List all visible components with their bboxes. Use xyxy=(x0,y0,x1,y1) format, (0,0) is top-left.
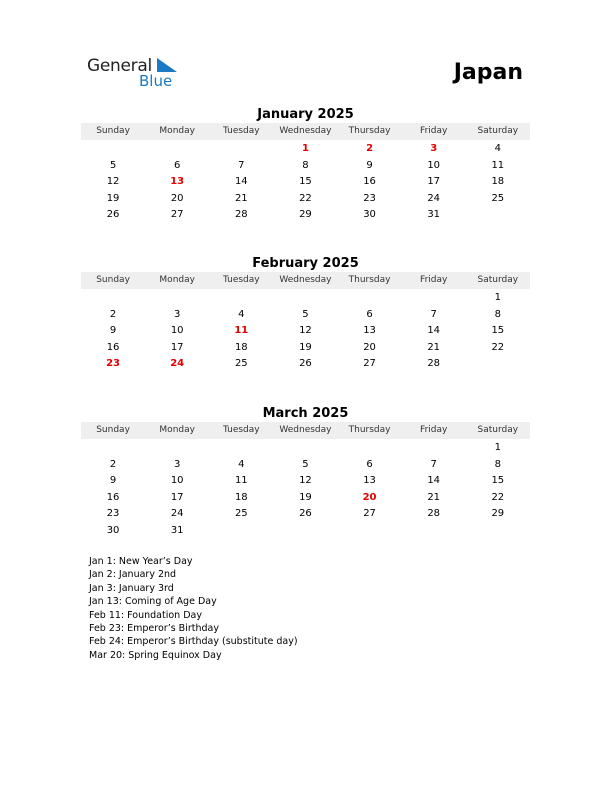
weekday-label: Sunday xyxy=(96,425,130,435)
day-cell xyxy=(338,290,402,307)
month-march xyxy=(81,406,530,540)
holiday-notes xyxy=(89,555,298,662)
day-cell: 15 xyxy=(299,176,312,188)
day-cell: 26 xyxy=(299,358,312,370)
day-cell: 12 xyxy=(299,475,312,487)
day-cell: 28 xyxy=(427,358,441,370)
week-rows xyxy=(81,290,530,373)
day-cell xyxy=(209,290,273,307)
weekday-header xyxy=(81,422,530,439)
day-cell: 12 xyxy=(106,176,120,188)
day-cell: 21 xyxy=(234,192,248,204)
week-row xyxy=(81,323,530,340)
week-row xyxy=(81,290,530,307)
day-cell: 2 xyxy=(109,458,117,470)
day-cell: 29 xyxy=(299,209,312,221)
weekday-label: Sunday xyxy=(96,275,130,285)
day-cell: 29 xyxy=(491,508,505,520)
day-cell: 13 xyxy=(363,475,376,487)
day-cell: 25 xyxy=(234,508,248,520)
day-cell: 1 xyxy=(494,292,501,303)
day-cell: 23 xyxy=(106,358,121,370)
day-cell xyxy=(209,523,273,540)
day-cell xyxy=(81,440,145,457)
day-cell: 19 xyxy=(299,491,312,503)
day-cell: 27 xyxy=(170,209,184,221)
day-cell: 23 xyxy=(106,508,120,520)
day-cell: 4 xyxy=(494,143,501,154)
day-cell: 25 xyxy=(234,358,248,370)
day-cell: 27 xyxy=(363,508,376,520)
weekday-label: Monday xyxy=(159,275,195,285)
day-cell xyxy=(209,440,273,457)
day-cell xyxy=(466,523,530,540)
day-cell xyxy=(402,523,466,540)
day-cell: 13 xyxy=(170,176,185,188)
weekday-label: Friday xyxy=(420,126,448,136)
day-cell: 9 xyxy=(366,159,373,171)
weekday-label: Saturday xyxy=(477,275,519,285)
day-cell xyxy=(145,141,209,158)
day-cell: 17 xyxy=(170,341,184,353)
day-cell: 18 xyxy=(491,176,505,188)
day-cell: 9 xyxy=(109,325,117,337)
holiday-note: Jan 3: January 3rd xyxy=(89,582,174,594)
day-cell xyxy=(466,207,530,224)
day-cell: 1 xyxy=(494,442,501,453)
holiday-note: Feb 23: Emperor’s Birthday xyxy=(89,623,219,635)
day-cell: 18 xyxy=(234,341,248,353)
day-cell: 16 xyxy=(363,176,376,188)
holiday-note: Feb 11: Foundation Day xyxy=(89,609,202,621)
holiday-note: Mar 20: Spring Equinox Day xyxy=(89,649,222,661)
logo-blue-text: Blue xyxy=(139,72,173,90)
day-cell: 2 xyxy=(109,308,117,320)
weekday-label: Tuesday xyxy=(223,425,260,435)
day-cell: 8 xyxy=(302,159,309,171)
week-row xyxy=(81,473,530,490)
day-cell: 21 xyxy=(427,341,441,353)
day-cell xyxy=(273,440,337,457)
day-cell: 6 xyxy=(366,308,373,320)
weekday-header xyxy=(81,123,530,140)
week-row xyxy=(81,506,530,523)
day-cell xyxy=(81,141,145,158)
weekday-label: Tuesday xyxy=(223,126,260,136)
week-row xyxy=(81,440,530,457)
day-cell: 14 xyxy=(234,176,248,188)
weekday-label: Saturday xyxy=(477,425,519,435)
country-title: Japan xyxy=(453,60,523,85)
weekday-header xyxy=(81,272,530,289)
week-row xyxy=(81,174,530,191)
day-cell: 16 xyxy=(106,341,120,353)
day-cell: 6 xyxy=(174,159,181,171)
day-cell: 3 xyxy=(430,143,438,154)
month-january xyxy=(81,107,530,224)
day-cell: 25 xyxy=(491,192,505,204)
month-title: March 2025 xyxy=(262,406,349,421)
day-cell: 15 xyxy=(491,325,505,337)
day-cell xyxy=(145,440,209,457)
day-cell: 11 xyxy=(234,475,248,487)
week-row xyxy=(81,158,530,175)
day-cell xyxy=(338,440,402,457)
day-cell: 28 xyxy=(234,209,248,221)
day-cell: 24 xyxy=(427,192,441,204)
day-cell xyxy=(209,141,273,158)
week-row xyxy=(81,356,530,373)
day-cell: 27 xyxy=(363,358,376,370)
day-cell xyxy=(273,290,337,307)
week-row xyxy=(81,490,530,507)
weekday-label: Tuesday xyxy=(223,275,260,285)
day-cell: 24 xyxy=(170,358,185,370)
day-cell xyxy=(81,290,145,307)
weekday-label: Monday xyxy=(159,126,195,136)
day-cell: 22 xyxy=(299,192,312,204)
day-cell: 8 xyxy=(494,308,501,320)
day-cell: 20 xyxy=(362,491,377,503)
day-cell: 13 xyxy=(363,325,376,337)
day-cell: 7 xyxy=(430,308,437,320)
day-cell: 4 xyxy=(238,458,245,470)
day-cell: 23 xyxy=(363,192,376,204)
day-cell: 14 xyxy=(427,325,441,337)
day-cell: 22 xyxy=(491,341,505,353)
week-rows xyxy=(81,440,530,540)
day-cell: 17 xyxy=(427,176,441,188)
week-row xyxy=(81,307,530,324)
day-cell: 6 xyxy=(366,458,373,470)
day-cell: 5 xyxy=(302,308,309,320)
weekday-label: Wednesday xyxy=(279,275,332,285)
day-cell: 10 xyxy=(170,325,184,337)
day-cell xyxy=(466,356,530,373)
weekday-label: Thursday xyxy=(348,126,391,136)
day-cell: 16 xyxy=(106,491,120,503)
day-cell: 1 xyxy=(301,143,309,154)
week-row xyxy=(81,191,530,208)
month-february xyxy=(81,256,530,373)
day-cell: 21 xyxy=(427,491,441,503)
day-cell xyxy=(273,523,337,540)
day-cell: 15 xyxy=(491,475,505,487)
month-title: January 2025 xyxy=(257,107,354,122)
day-cell: 10 xyxy=(170,475,184,487)
day-cell xyxy=(402,440,466,457)
holiday-note: Jan 2: January 2nd xyxy=(89,569,177,581)
day-cell: 18 xyxy=(234,491,248,503)
day-cell: 4 xyxy=(238,308,245,320)
day-cell: 22 xyxy=(491,491,505,503)
day-cell xyxy=(145,290,209,307)
day-cell: 10 xyxy=(427,159,441,171)
day-cell: 14 xyxy=(427,475,441,487)
day-cell: 26 xyxy=(106,209,120,221)
day-cell: 28 xyxy=(427,508,441,520)
day-cell: 31 xyxy=(427,209,441,221)
weekday-label: Sunday xyxy=(96,126,130,136)
month-title: February 2025 xyxy=(252,256,359,271)
weekday-label: Monday xyxy=(159,425,195,435)
week-rows xyxy=(81,141,530,224)
day-cell: 7 xyxy=(238,159,245,171)
logo xyxy=(87,56,187,90)
day-cell: 19 xyxy=(299,341,312,353)
day-cell: 19 xyxy=(106,192,120,204)
day-cell: 7 xyxy=(430,458,437,470)
holiday-note: Feb 24: Emperor’s Birthday (substitute day) xyxy=(89,636,298,648)
day-cell: 5 xyxy=(109,159,117,171)
day-cell: 30 xyxy=(106,524,120,536)
day-cell: 3 xyxy=(174,458,181,470)
weekday-label: Friday xyxy=(420,275,448,285)
day-cell: 20 xyxy=(363,341,376,353)
logo-triangle-icon xyxy=(157,58,177,72)
logo-general-text: General xyxy=(87,56,152,76)
day-cell: 30 xyxy=(363,209,376,221)
day-cell: 3 xyxy=(174,308,181,320)
weekday-label: Wednesday xyxy=(279,425,332,435)
week-row xyxy=(81,207,530,224)
week-row xyxy=(81,523,530,540)
holiday-note: Jan 1: New Year’s Day xyxy=(89,556,193,567)
weekday-label: Saturday xyxy=(477,126,519,136)
weekday-label: Thursday xyxy=(348,425,391,435)
day-cell: 17 xyxy=(170,491,184,503)
weekday-label: Thursday xyxy=(348,275,391,285)
day-cell: 20 xyxy=(170,192,184,204)
day-cell: 12 xyxy=(299,325,312,337)
day-cell: 11 xyxy=(491,159,505,171)
week-row xyxy=(81,340,530,357)
holiday-note: Jan 13: Coming of Age Day xyxy=(89,596,217,608)
day-cell xyxy=(338,523,402,540)
day-cell: 11 xyxy=(234,325,249,337)
day-cell: 31 xyxy=(170,524,184,536)
day-cell: 26 xyxy=(299,508,312,520)
day-cell: 8 xyxy=(494,458,501,470)
day-cell: 5 xyxy=(302,458,309,470)
day-cell: 24 xyxy=(170,508,184,520)
weekday-label: Friday xyxy=(420,425,448,435)
day-cell: 9 xyxy=(109,475,117,487)
week-row xyxy=(81,457,530,474)
week-row xyxy=(81,141,530,158)
day-cell xyxy=(402,290,466,307)
day-cell: 2 xyxy=(366,143,374,154)
weekday-label: Wednesday xyxy=(279,126,332,136)
